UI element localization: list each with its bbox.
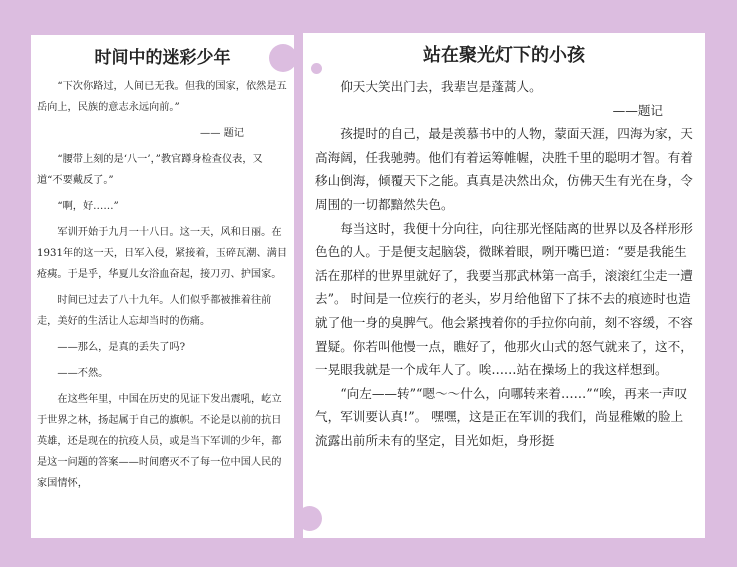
left-paragraph-7: ——那么，是真的丢失了吗? xyxy=(57,342,186,353)
left-essay-title: 时间中的迷彩少年 xyxy=(94,48,231,68)
decorative-circle-bottom xyxy=(297,506,322,531)
left-essay-page xyxy=(31,35,294,538)
left-paragraph-6: 时间已过去了八十九年。人们似乎都被推着往前走，美好的生活让人忘却当时的伤痛。 xyxy=(37,295,272,327)
right-essay-page xyxy=(303,33,705,538)
decorative-circle-small xyxy=(311,63,322,74)
left-paragraph-8: ——不然。 xyxy=(57,368,109,379)
right-epigraph-attribution: ——题记 xyxy=(612,102,663,118)
left-paragraph-5: 军训开始于九月一十八日。这一天，风和日丽。在1931年的这一天，日军入侵，紧接着，玉碎瓦潮、满目疮痍。于是乎，华夏儿女浴血奋起，接刀刃、护国家。 xyxy=(37,227,288,280)
right-epigraph: 仰天大笑出门去，我辈岂是蓬蒿人。 xyxy=(340,79,542,94)
left-paragraph-1: “下次你路过，人间已无我。但我的国家，依然是五岳向上，民族的意志永远向前。” xyxy=(37,81,287,113)
right-paragraph-3: 孩提时的自己，最是羡慕书中的人物，蒙面天涯，四海为家，天高海阔，任我驰骋。他们有着运筹帷幄，决胜千里的聪明才智。有着移山倒海，倾覆天下之能。真真是决然出众，仿佛天生有光在身，令周围的一切都黯然失色。 xyxy=(315,126,693,212)
right-paragraph-4: 每当这时，我便十分向往，向往那光怪陆离的世界以及各样形形色色的人。于是便支起脑袋，微眯着眼，咧开嘴巴道：“要是我能生活在那样的世界里就好了，我要当那武林第一高手，滚滚红尘走一遭去”。 时间是一位疾行的老头，岁月给他留下了抹不去的痕迹时也造就了他一身的臭脾气。他会紧拽着你的手拉你向前，刻不容缓，不容置疑。你若叫他慢一点，瞧好了，他那火山式的怒气就来了，这不，一晃眼我就是一个成年人了。唉……站在操场上的我这样想到。 xyxy=(315,220,693,378)
left-paragraph-4: “啊，好……” xyxy=(57,201,119,212)
left-epigraph-attribution: —— 题记 xyxy=(200,128,244,139)
left-paragraph-3: “腰带上刻的是‘八一’，”教官蹲身检查仪表，又道“不要戴反了。” xyxy=(37,154,263,186)
decorative-circle-large xyxy=(269,44,297,72)
right-paragraph-5: “向左——转”“嗯～～什么，向哪转来着……”“唉，再来一声叹气，军训要认真!”。 嘿嘿，这是正在军训的我们，尚显稚嫩的脸上流露出前所未有的坚定，目光如炬，身形挺 xyxy=(315,385,688,448)
left-paragraph-9: 在这些年里，中国在历史的见证下发出震吼，屹立于世界之林，扬起属于自己的旗帜。不论是以前的抗日英雄，还是现在的抗疫人员，或是当下军训的少年，都是这一问题的答案——时间磨灭不了每一位中国人民的家国情怀， xyxy=(37,394,282,489)
right-essay-title: 站在聚光灯下的小孩 xyxy=(423,45,585,66)
